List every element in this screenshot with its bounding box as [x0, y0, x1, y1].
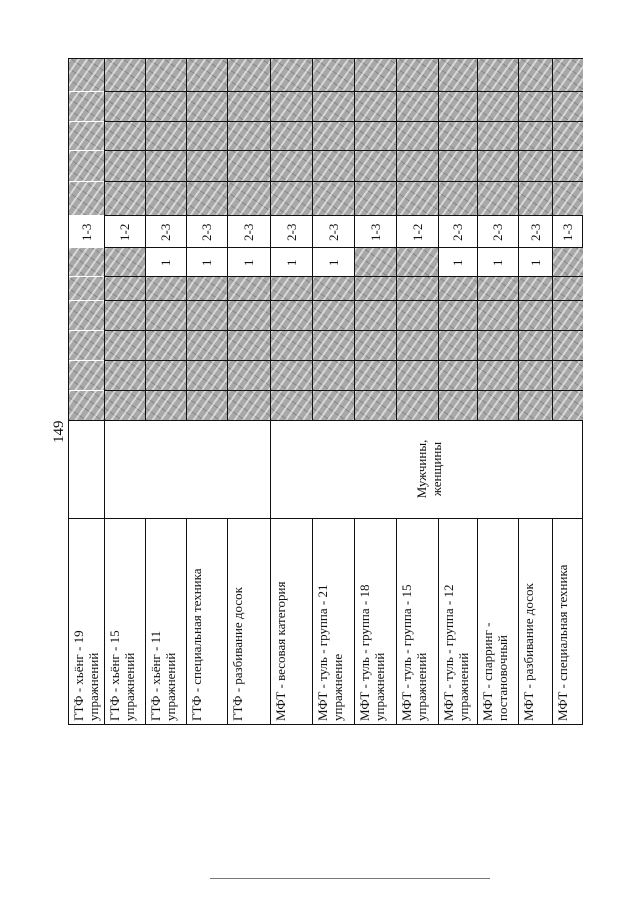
row-label: [148, 522, 178, 721]
shaded-cell: [271, 122, 312, 150]
row-label-line: МФТ - туль - группа - 18: [357, 584, 372, 721]
grid-line-v: [396, 518, 397, 725]
group-label-line: Мужчины,: [414, 439, 429, 499]
shaded-cell: [519, 92, 552, 121]
cell-value: 1-3: [560, 223, 575, 241]
shaded-cell: [187, 331, 227, 360]
row-label-line: ГТФ - хьёнг - 19: [71, 630, 86, 721]
shaded-cell: [439, 59, 477, 91]
shaded-cell: [553, 59, 583, 91]
shaded-cell: [105, 59, 145, 91]
grid-line-h: [68, 420, 583, 421]
shaded-cell: [146, 151, 186, 181]
shaded-cell: [146, 182, 186, 215]
shaded-cell: [228, 331, 270, 360]
shaded-cell: [355, 301, 396, 330]
shaded-cell: [187, 122, 227, 150]
shaded-cell: [271, 277, 312, 300]
shaded-cell: [478, 92, 518, 121]
shaded-cell: [553, 277, 583, 300]
shaded-cell: [105, 182, 145, 215]
shaded-cell: [439, 92, 477, 121]
shaded-cell: [439, 151, 477, 181]
shaded-cell: [228, 182, 270, 215]
shaded-cell: [228, 59, 270, 91]
shaded-cell: [146, 361, 186, 390]
grid-line-v: [552, 518, 553, 725]
shaded-cell: [355, 182, 396, 215]
shaded-cell: [228, 122, 270, 150]
shaded-cell: [228, 301, 270, 330]
shaded-cell: [69, 331, 104, 360]
cell-value: 2-3: [325, 223, 341, 241]
shaded-cell: [313, 151, 354, 181]
row-label: [273, 522, 288, 721]
shaded-cell: [69, 277, 104, 300]
grid-line-v: [186, 518, 187, 725]
cell-value: 1: [490, 259, 505, 266]
cell-value: 1: [450, 259, 465, 266]
shaded-cell: [187, 391, 227, 420]
row-label: [555, 522, 570, 721]
shaded-cell: [355, 59, 396, 91]
shaded-cell: [553, 92, 583, 121]
shaded-cell: [69, 122, 104, 150]
grid-line-v: [438, 518, 439, 725]
shaded-cell: [355, 277, 396, 300]
grid-line-v: [354, 518, 355, 725]
shaded-cell: [271, 59, 312, 91]
shaded-cell: [439, 277, 477, 300]
row-label-line: ГТФ - хьёнг - 15: [107, 630, 122, 721]
grid-line-v: [312, 518, 313, 725]
cell-value: 1: [527, 259, 543, 266]
shaded-cell: [519, 59, 552, 91]
cell-value: 1: [158, 259, 173, 266]
row-label: [521, 522, 536, 721]
shaded-cell: [397, 277, 438, 300]
shaded-cell: [478, 277, 518, 300]
shaded-cell: [313, 361, 354, 390]
shaded-cell: [187, 92, 227, 121]
shaded-cell: [313, 59, 354, 91]
row-label-line: МФТ - туль - группа - 12: [441, 584, 456, 721]
row-label: [441, 522, 471, 721]
row-label-line: МФТ - специальная техника: [555, 564, 570, 721]
page-number: 149: [51, 420, 67, 443]
shaded-cell: [271, 331, 312, 360]
cell-value: 1-2: [409, 223, 425, 241]
shaded-cell: [397, 248, 438, 276]
shaded-cell: [397, 361, 438, 390]
row-label: [357, 522, 387, 721]
shaded-cell: [105, 391, 145, 420]
cell-value: 2-3: [283, 223, 299, 241]
row-label-line: упражнение: [330, 653, 345, 721]
shaded-cell: [69, 391, 104, 420]
shaded-cell: [313, 331, 354, 360]
row-label-line: упражнений: [122, 652, 137, 721]
shaded-cell: [271, 301, 312, 330]
row-label: [399, 522, 429, 721]
shaded-cell: [146, 122, 186, 150]
shaded-cell: [478, 361, 518, 390]
shaded-cell: [146, 277, 186, 300]
shaded-cell: [519, 122, 552, 150]
shaded-cell: [69, 92, 104, 121]
group-label-line: женщины: [429, 441, 444, 497]
shaded-cell: [355, 92, 396, 121]
cell-value: 2-3: [527, 223, 543, 241]
shaded-cell: [478, 301, 518, 330]
shaded-cell: [69, 361, 104, 390]
shaded-cell: [313, 92, 354, 121]
shaded-cell: [478, 391, 518, 420]
shaded-cell: [69, 59, 104, 91]
row-label: [71, 522, 101, 721]
shaded-cell: [478, 331, 518, 360]
shaded-cell: [439, 391, 477, 420]
shaded-cell: [228, 277, 270, 300]
shaded-cell: [519, 277, 552, 300]
shaded-cell: [397, 182, 438, 215]
cell-value: 2-3: [199, 223, 214, 241]
shaded-cell: [69, 248, 104, 276]
shaded-cell: [519, 301, 552, 330]
row-label-line: упражнений: [414, 652, 429, 721]
shaded-cell: [553, 122, 583, 150]
shaded-cell: [313, 277, 354, 300]
shaded-cell: [397, 301, 438, 330]
shaded-cell: [519, 151, 552, 181]
row-label-line: МФТ - туль - группа - 15: [399, 584, 414, 721]
grid-line-h: [104, 215, 583, 216]
grid-line-h: [104, 247, 583, 248]
row-label-line: МФТ - туль - группа - 21: [315, 584, 330, 721]
shaded-cell: [553, 182, 583, 215]
row-label-line: упражнений: [456, 652, 471, 721]
shaded-cell: [187, 277, 227, 300]
shaded-cell: [439, 361, 477, 390]
shaded-cell: [187, 59, 227, 91]
shaded-cell: [228, 92, 270, 121]
shaded-cell: [313, 391, 354, 420]
cell-value: 2-3: [158, 223, 173, 241]
shaded-cell: [105, 277, 145, 300]
shaded-cell: [271, 92, 312, 121]
row-label-line: ГТФ - хьёнг - 11: [148, 630, 163, 721]
row-label-line: упражнений: [163, 652, 178, 721]
grid-line-v: [227, 518, 228, 725]
footer-rule: [210, 878, 490, 879]
shaded-cell: [187, 301, 227, 330]
row-label: [480, 522, 510, 721]
shaded-cell: [397, 151, 438, 181]
shaded-cell: [146, 391, 186, 420]
row-label-line: упражнений: [86, 652, 101, 721]
cell-value: 1: [241, 259, 256, 266]
shaded-cell: [355, 122, 396, 150]
row-label-line: постановочный: [495, 634, 510, 721]
shaded-cell: [313, 301, 354, 330]
shaded-cell: [105, 361, 145, 390]
row-label-line: МФТ - разбивание досок: [521, 583, 536, 721]
grid-line-v: [477, 518, 478, 725]
row-label: [107, 522, 137, 721]
cell-value: 1: [325, 259, 341, 266]
shaded-cell: [478, 59, 518, 91]
row-label-line: МФТ - спарринг -: [480, 622, 495, 721]
shaded-cell: [553, 151, 583, 181]
grid-line-v: [270, 420, 271, 518]
grid-line-v: [145, 518, 146, 725]
shaded-cell: [478, 122, 518, 150]
shaded-cell: [478, 182, 518, 215]
shaded-cell: [478, 151, 518, 181]
shaded-cell: [69, 301, 104, 330]
shaded-cell: [313, 182, 354, 215]
row-label-line: упражнений: [372, 652, 387, 721]
shaded-cell: [355, 361, 396, 390]
shaded-cell: [105, 151, 145, 181]
shaded-cell: [105, 331, 145, 360]
shaded-cell: [69, 182, 104, 215]
shaded-cell: [439, 182, 477, 215]
shaded-cell: [146, 59, 186, 91]
shaded-cell: [397, 122, 438, 150]
row-label: [189, 522, 204, 721]
cell-value: 1-2: [117, 223, 132, 241]
grid-line-v: [270, 518, 271, 725]
shaded-cell: [187, 182, 227, 215]
cell-value: 1: [199, 259, 214, 266]
shaded-cell: [519, 361, 552, 390]
shaded-cell: [271, 151, 312, 181]
shaded-cell: [553, 331, 583, 360]
shaded-cell: [553, 391, 583, 420]
group-label: [414, 420, 444, 518]
shaded-cell: [439, 122, 477, 150]
shaded-cell: [439, 301, 477, 330]
shaded-cell: [519, 182, 552, 215]
shaded-cell: [355, 248, 396, 276]
shaded-cell: [355, 331, 396, 360]
shaded-cell: [228, 361, 270, 390]
shaded-cell: [187, 151, 227, 181]
shaded-cell: [271, 182, 312, 215]
shaded-cell: [228, 391, 270, 420]
shaded-cell: [519, 391, 552, 420]
shaded-cell: [146, 301, 186, 330]
shaded-cell: [105, 301, 145, 330]
shaded-cell: [397, 92, 438, 121]
shaded-cell: [105, 92, 145, 121]
shaded-cell: [187, 361, 227, 390]
cell-value: 2-3: [450, 223, 465, 241]
cell-value: 1: [283, 259, 299, 266]
shaded-cell: [146, 92, 186, 121]
row-label: [315, 522, 345, 721]
row-label-line: ГТФ - разбивание досок: [230, 587, 245, 721]
cell-value: 2-3: [490, 223, 505, 241]
grid-line-v: [518, 518, 519, 725]
row-label-line: МФТ - весовая категория: [273, 581, 288, 721]
shaded-cell: [519, 331, 552, 360]
shaded-cell: [397, 331, 438, 360]
shaded-cell: [271, 391, 312, 420]
shaded-cell: [397, 59, 438, 91]
shaded-cell: [553, 301, 583, 330]
shaded-cell: [105, 248, 145, 276]
shaded-cell: [313, 122, 354, 150]
shaded-cell: [553, 248, 583, 276]
shaded-cell: [271, 361, 312, 390]
cell-value: 1-3: [367, 223, 383, 241]
cell-value: 1-3: [78, 223, 94, 241]
shaded-cell: [105, 122, 145, 150]
shaded-cell: [69, 151, 104, 181]
shaded-cell: [553, 361, 583, 390]
shaded-cell: [228, 151, 270, 181]
shaded-cell: [439, 331, 477, 360]
shaded-cell: [397, 391, 438, 420]
row-label: [230, 522, 245, 721]
cell-value: 2-3: [241, 223, 256, 241]
shaded-cell: [355, 391, 396, 420]
row-label-line: ГТФ - специальная техника: [189, 568, 204, 721]
shaded-cell: [355, 151, 396, 181]
shaded-cell: [146, 331, 186, 360]
